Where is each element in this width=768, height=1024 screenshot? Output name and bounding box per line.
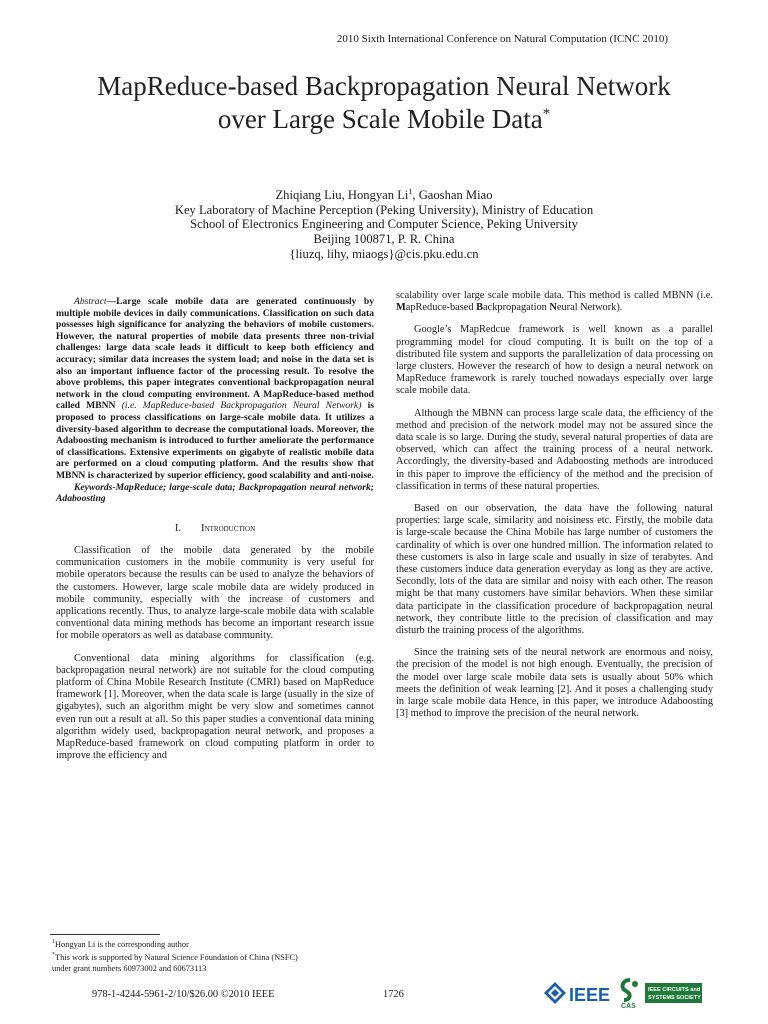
title-line-1: MapReduce-based Backpropagation Neural Network [97,71,671,101]
conference-header: 2010 Sixth International Conference on Natural Computation (ICNC 2010) [336,33,668,45]
section-heading-introduction [56,523,374,535]
footnote-2-mark: * [52,952,55,959]
footnote-1 [52,937,382,950]
intro-paragraph-1: Classification of the mobile data generated by the mobile communication customers in the mobile community is very useful for mobile operators because the results can be used to analyze the behaviors of the customers. However, large scale mobile data are widely produced in mobile community, especially with the increase of customers and applications recently. Thus, to analyze large-scale mobile data with scalable conventional data mining methods has become an important research issue for mobile operators as well as database community. [56,544,374,642]
ieee-logo-text: IEEE [569,985,611,1005]
abstract [56,296,374,482]
abstract-text-2: is proposed to process classifications on large-scale mobile data. It utilizes a diversity-based algorithm to decrease the computational loads. Moreover, the Adaboosting mechanism is introduced to further ameliorate the performance of classifications. Extensive experiments on gigabyte of realistic mobile data are performed on a cloud computing platform. And the results show that MBNN is characterized by superior efficiency, good scalability and anti-noise. [56,400,374,481]
title-line-2 [40,103,728,136]
right-paragraph-continued [396,290,713,314]
author-names-b: , Gaoshan Miao [412,188,493,203]
author-block [84,185,684,261]
keywords: Keywords-MapReduce; large-scale data; Backpropagation neural network; Adaboosting [56,481,374,505]
footnote-2-cont: under grant numbers 60973002 and 60673113 [52,963,207,973]
affiliation-3: Beijing 100871, P. R. China [313,231,455,246]
page-number: 1726 [383,989,404,1000]
right-column [396,290,713,721]
cas-banner-text-2: SYSTEMS SOCIETY [648,995,701,1001]
isbn-copyright: 978-1-4244-5961-2/10/$26.00 ©2010 IEEE [92,989,275,1000]
right-paragraph-3: Although the MBNN can process large scale data, the efficiency of the method and precision of the network model may not be assured since the data scale is so large. During the study, several natural properties of data are observed, which can affect the training process of a neural network. Accordingly, the diversity-based and Adaboosting methods are introduced in this paper to improve the efficiency of the method and the precision of classification in terms of these natural properties. [396,407,713,492]
mbnn-bold-b: B [476,302,484,314]
publisher-logos [542,974,710,1010]
footnote-1-text: Hongyan Li is the corresponding author [55,939,189,949]
paper-title [40,70,728,136]
author-names-a: Zhiqiang Liu, Hongyan Li [275,188,409,203]
title-line-2-text: over Large Scale Mobile Data [217,104,543,134]
intro-paragraph-2: Conventional data mining algorithms for classification (e.g. backpropagation neural network) are not suitable for the cloud computing platform of China Mobile Research Institute (CMRI) based on MapReduce framework [1]. Moreover, when the data scale is large (usually in the size of gigabytes), such an algorithm might be very slow and sometimes cannot even run out a result at all. So this paper studies a conventional data mining algorithm widely used, backpropagation neural network, and proposes a MapReduce-based framework on cloud computing platform in order to improve the efficiency and [56,652,374,762]
affiliation-1: Key Laboratory of Machine Perception (Peking University), Ministry of Education [174,202,594,217]
left-column [56,296,374,762]
section-number: I. [174,522,182,534]
cas-logo-text: CAS [621,1003,636,1010]
right-paragraph-5: Since the training sets of the neural network are enormous and noisy, the precision of the model is not high enough. Eventually, the precision of the model over large scale mobile data sets is usually about 50% which meets the definition of weak learning [2]. And it poses a challenging study in large scale mobile data Hence, in this paper, we introduce Adaboosting [3] method to improve the precision of the neural network. [396,647,713,720]
mbnn-bold-n: N [549,302,557,314]
author-email: {liuzq, lihy, miaogs}@cis.pku.edu.cn [289,246,479,261]
cas-banner-text-1: IEEE CIRCUITS and [648,987,701,993]
title-footnote-mark: * [542,106,551,122]
mbnn-text-3: ackpropagation [483,302,550,314]
affiliation-2: School of Electronics Engineering and Computer Science, Peking University [190,217,578,232]
mbnn-text-2: apReduce-based [405,302,477,314]
mbnn-text-4: eural Network). [556,302,623,314]
abstract-text-1: —Large scale mobile data are generated continuously by multiple mobile devices in daily communications. Classification on such data possesses high significance for analyzing the behaviors of mobile customers. However, the natural properties of mobile data presents three non-trivial challenges: large data scale leads it difficult to keep both efficiency and accuracy; similar data increases the system load; and noise in the data set is also an important influence factor of the processing result. To resolve the above problems, this paper integrates conventional backpropagation neural network in the cloud computing environment. A MapReduce-based method called MBNN [56,296,374,412]
footnote-1-mark: 1 [52,939,55,945]
footnotes [52,937,382,974]
author-names [84,185,684,203]
mbnn-text-1: scalability over large scale mobile data. This method is called MBNN (i.e. [396,290,713,301]
mbnn-bold-m: M [396,302,406,314]
footnote-2-text: This work is supported by Natural Science Foundation of China (NSFC) [55,953,298,963]
abstract-italic: (i.e. MapReduce-based Backpropagation Neural Network) [121,400,362,412]
footnote-2 [52,950,382,963]
footnote-divider [50,934,160,935]
abstract-lead: Abstract [74,296,107,307]
cas-logo-icon [623,980,638,1000]
right-paragraph-2: Google’s MapRedcue framework is well known as a parallel programming model for cloud computing. It is built on the top of a distributed file system and supports the parallelization of data processing on large clusters. However the research of how to design a neural network on MapReduce framework is rarely touched nowadays especially over large scale mobile data. [396,324,713,397]
section-title: Introduction [201,522,256,534]
right-paragraph-4: Based on our observation, the data have the following natural properties: large scale, similarity and noisiness etc. Firstly, the mobile data is large-scale because the China Mobile has large number of customers the cardinality of which is over one hundred million. The information related to these customers is also in large scale and usually in size of terabytes. And these customers induce data generation everyday as long as they are active. Secondly, lots of the data are similar and noisy with each other. The reason might be that many customers have similar behaviors. When these similar data participate in the classification procedure of backpropagation neural network, they contribute little to the precision of classification and may disturb the training process of the algorithms. [396,503,713,637]
corresponding-mark: 1 [408,187,413,196]
ieee-diamond-icon [544,982,566,1004]
